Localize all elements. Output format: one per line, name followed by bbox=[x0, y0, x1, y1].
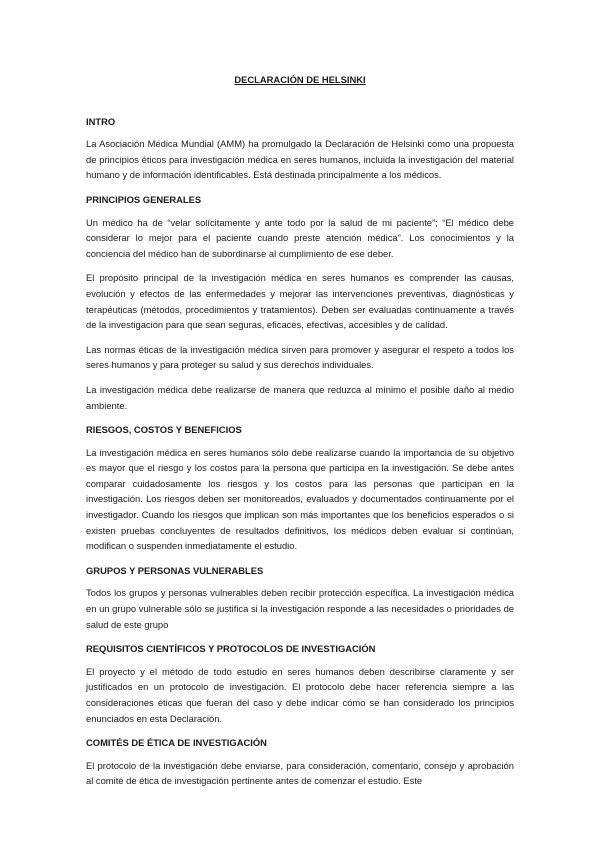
paragraph: El propósito principal de la investigación médica en seres humanos es comprender las causas, evolución y efectos de las enfermedades y mejorar las intervenciones preventivas, diagnósticas y terapéuticas (métodos, procedimientos y tratamientos). Deben ser evaluadas continuamente a través de la investigación para que sean seguras, eficaces, efectivas, accesibles y de calidad. bbox=[86, 272, 514, 331]
paragraph: El protocolo de la investigación debe enviarse, para consideración, comentario, consejo y aprobación al comité de ética de investigación pertinente antes de comenzar el estudio. Este bbox=[86, 759, 514, 787]
section-heading-principios-generales: PRINCIPIOS GENERALES bbox=[86, 193, 202, 205]
section-heading-requisitos: REQUISITOS CIENTÍFICOS Y PROTOCOLOS DE INVESTIGACIÓN bbox=[86, 643, 376, 655]
document-title: DECLARACIÓN DE HELSINKI bbox=[234, 74, 366, 85]
paragraph: El proyecto y el método de todo estudio en seres humanos deben describirse claramente y ser justificados en un protocolo de investigación. El protocolo debe hacer referencia siempre a las consideraciones éticas que fueran del caso y debe indicar cómo se han considerado los principios enunciados en esta Declaración. bbox=[86, 665, 514, 724]
section-heading-comites: COMITÉS DE ÉTICA DE INVESTIGACIÓN bbox=[86, 737, 267, 749]
paragraph: Las normas éticas de la investigación médica sirven para promover y asegurar el respeto a todos los seres humanos y para proteger su salud y sus derechos individuales. bbox=[86, 343, 514, 371]
paragraph: La investigación médica debe realizarse de manera que reduzca al mínimo el posible daño al medio ambiente. bbox=[86, 383, 514, 411]
paragraph: La investigación médica en seres humanos sólo debe realizarse cuando la importancia de su objetivo es mayor que el riesgo y los costos para la persona que participa en la investigación. Se debe antes comparar cuidadosamente los riesgos y los costos para las personas que participan en la investigación. Los riesgos deben ser monitoreados, evaluados y documentados continuamente por el investigador. Cuando los riesgos que implican son más importantes que los beneficios esperados o si existen pruebas concluyentes de resultados definitivos, los médicos deben evaluar si continúan, modifican o suspenden inmediatamente el estudio. bbox=[86, 446, 514, 552]
section-heading-riesgos: RIESGOS, COSTOS Y BENEFICIOS bbox=[86, 424, 242, 436]
section-heading-grupos-vulnerables: GRUPOS Y PERSONAS VULNERABLES bbox=[86, 564, 264, 576]
paragraph: La Asociación Médica Mundial (AMM) ha promulgado la Declaración de Helsinki como una propuesta de principios éticos para investigación médica en seres humanos, incluida la investigación del material humano y de información identificables. Está destinada principalmente a los médicos. bbox=[86, 138, 514, 181]
document-body bbox=[86, 72, 514, 798]
paragraph: Todos los grupos y personas vulnerables deben recibir protección específica. La investigación médica en un grupo vulnerable sólo se justifica si la investigación responde a las necesidades o prioridades de salud de este grupo bbox=[86, 587, 514, 630]
paragraph: Un médico ha de “velar solícitamente y ante todo por la salud de mi paciente”; “El médico debe considerar lo mejor para el paciente cuando preste atención médica”. Los conocimientos y la conciencia del médico han de subordinarse al cumplimiento de ese deber. bbox=[86, 216, 514, 259]
section-heading-intro: INTRO bbox=[86, 115, 116, 127]
